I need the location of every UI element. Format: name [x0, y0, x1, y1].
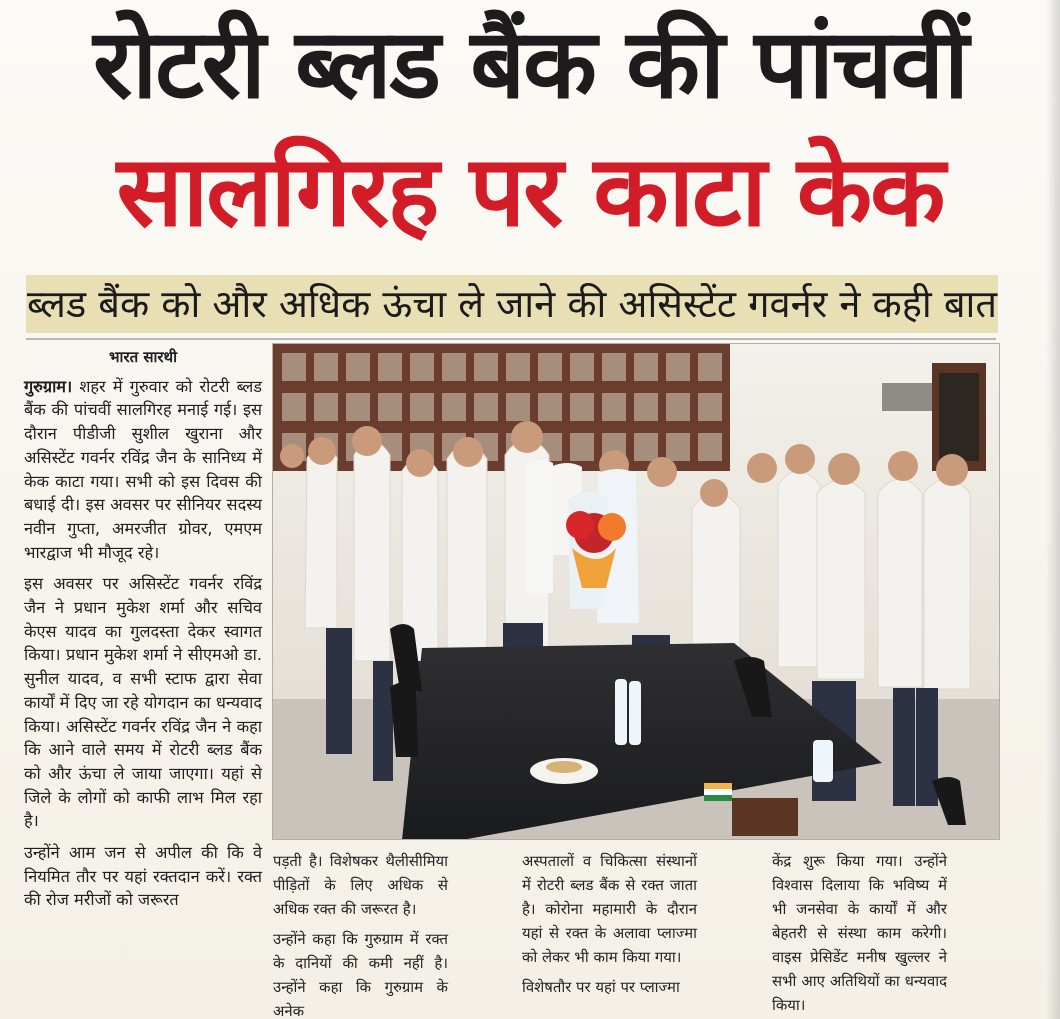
headline-line-1: रोटरी ब्लड बैंक की पांचवीं	[93, 8, 967, 120]
left-article-column	[24, 346, 262, 1001]
article-column-a	[273, 849, 448, 1019]
bottom-article-columns	[273, 849, 998, 1019]
column-a-paragraph-2: उन्होंने कहा कि गुरुग्राम में रक्त के दानियों की कमी नहीं है। उन्होंने कहा कि गुरुग्राम के अनेक	[273, 930, 448, 1019]
left-paragraph-2: इस अवसर पर असिस्टेंट गवर्नर रविंद्र जैन ने प्रधान मुकेश शर्मा और सचिव केएस यादव का गुलदस्ता देकर स्वागत किया। प्रधान मुकेश शर्मा ने सीएमओ डा. सुनील यादव, व सभी स्टाफ द्वारा सेवा कार्यों में दिए जा रहे योगदान का धन्यवाद किया। असिस्टेंट गवर्नर रविंद्र जैन ने कहा कि आने वाले समय में रोटरी ब्लड बैंक को और ऊंचा ले जाया जाएगा। यहां से जिले के लोगों को काफी लाभ मिल रहा है।	[24, 574, 262, 831]
subheadline-band	[26, 275, 998, 333]
dateline: गुरुग्राम।	[24, 376, 73, 396]
column-b-paragraph-2: विशेषतौर पर यहां पर प्लाज्मा	[522, 978, 680, 996]
headline-line-2: सालगिरह पर काटा केक	[116, 135, 944, 249]
subheadline: ब्लड बैंक को और अधिक ऊंचा ले जाने की असिस्टेंट गवर्नर ने कही बात	[26, 282, 998, 326]
article-column-b	[522, 849, 697, 999]
left-paragraph-1	[24, 375, 262, 565]
column-c-paragraph: केंद्र शुरू किया गया। उन्होंने विश्वास दिलाया कि भविष्य में भी जनसेवा के कार्यों में और बेहतरी से संस्था काम करेगी। वाइस प्रेसिडेंट मनीष खुल्लर ने सभी आए अतिथियों का धन्यवाद किया।	[772, 852, 947, 1014]
left-paragraph-3: उन्होंने आम जन से अपील की कि वे नियमित तौर पर यहां रक्तदान करें। रक्त की रोज मरीजों को जरूरत	[24, 843, 262, 910]
event-photo	[272, 343, 1000, 840]
group-photo-illustration	[272, 343, 1000, 840]
article-column-c	[772, 849, 947, 1014]
section-rule	[26, 338, 996, 340]
column-b-paragraph-1: अस्पतालों व चिकित्सा संस्थानों में रोटरी ब्लड बैंक से रक्त जाता है। कोरोना महामारी के दौरान यहां से रक्त के अलावा प्लाज्मा को लेकर भी काम किया गया।	[522, 852, 697, 966]
page-edge-shadow	[1046, 0, 1060, 1019]
left-paragraph-1-text: शहर में गुरुवार को रोटरी ब्लड बैंक की पांचवीं सालगिरह मनाई गई। इस दौरान पीडीजी सुशील खुराना और असिस्टेंट गवर्नर रविंद्र जैन के सानिध्य में केक काटा गया। सभी को इस दिवस की बधाई दी। इस अवसर पर सीनियर सदस्य नवीन गुप्ता, अमरजीत ग्रोवर, एमएम भारद्वाज भी मौजूद रहे।	[24, 376, 262, 562]
byline: भारत सारथी	[109, 348, 177, 366]
column-a-paragraph-1: पड़ती है। विशेषकर थैलीसीमिया पीड़ितों के लिए अधिक से अधिक रक्त की जरूरत है।	[273, 852, 448, 918]
